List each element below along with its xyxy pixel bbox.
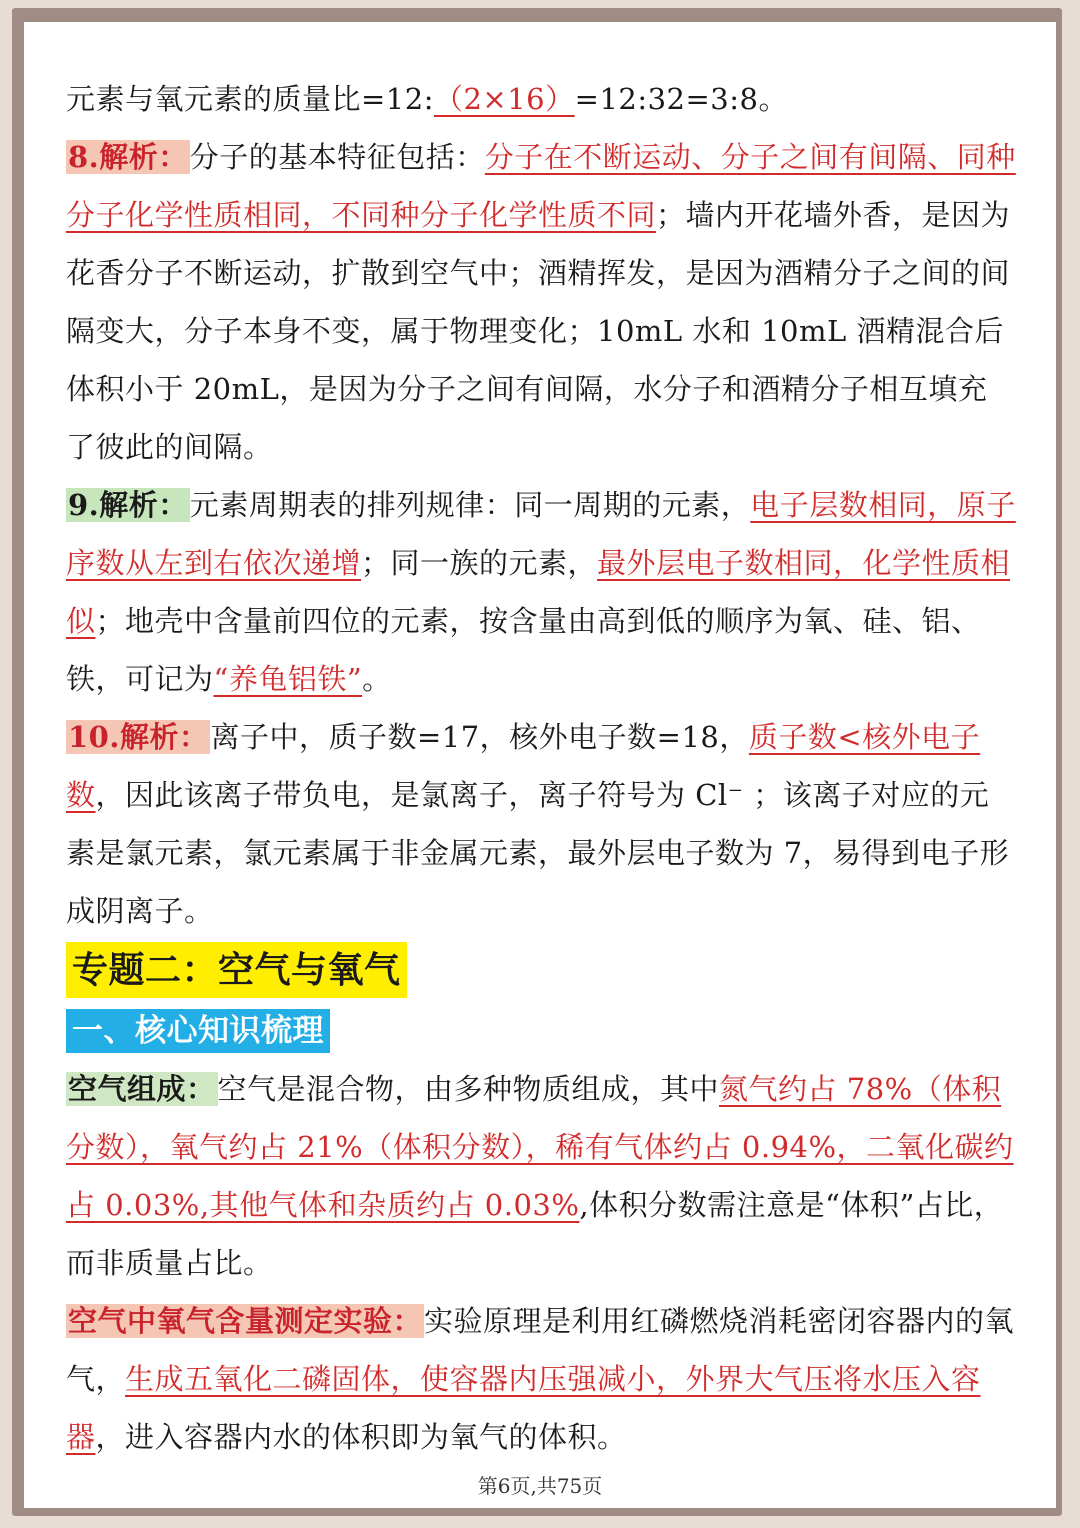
text: ,体积分数需注意是“体积”占比，而非质量占比。 — [66, 1188, 1004, 1280]
air-label: 空气组成： — [68, 1072, 216, 1106]
text: 。 — [362, 662, 392, 696]
text: 空气是混合物，由多种物质组成，其中 — [217, 1072, 720, 1106]
underlined-answer: 分子在不断运动、分子之间有间隔、同种分子化学性质相同，不同种分子化学性质不同 — [66, 140, 1016, 232]
q10-label: 10.解析： — [68, 720, 209, 754]
text: ；同一族的元素， — [361, 546, 598, 580]
text: ，因此该离子带负电，是氯离子，离子符号为 Cl⁻ ；该离子对应的元素是氯元素，氯元素属于非金属元素，最外层电子数为 7，易得到电子形成阴离子。 — [66, 778, 1010, 928]
paragraph-air-composition — [66, 1060, 1016, 1292]
text: ；墙内开花墙外香，是因为花香分子不断运动，扩散到空气中；酒精挥发，是因为酒精分子之间的间隔变大，分子本身不变，属于物理变化；10mL 水和 10mL 酒精混合后体积小于 20mL，是因为分子之间有间隔，水分子和酒精分子相互填充了彼此的间隔。 — [66, 198, 1011, 464]
page-number: 第6页,共75页 — [477, 1474, 603, 1498]
text: 分子的基本特征包括： — [189, 140, 485, 174]
underlined-answer: （2×16） — [433, 82, 575, 116]
underlined-answer: 生成五氧化二磷固体，使容器内压强减小，外界大气压将水压入容器 — [66, 1362, 981, 1454]
document-body — [66, 70, 1016, 1466]
paragraph-oxygen-experiment — [66, 1292, 1016, 1466]
oxygen-label: 空气中氧气含量测定实验： — [68, 1304, 423, 1338]
text: ；地壳中含量前四位的元素，按含量由高到低的顺序为氧、硅、铝、铁，可记为 — [66, 604, 981, 696]
underlined-answer: “养龟铝铁” — [213, 662, 363, 696]
paragraph-q9 — [66, 476, 1016, 708]
section-title: 一、核心知识梳理 — [66, 1009, 330, 1053]
paragraph-q10 — [66, 708, 1016, 940]
underlined-answer: 氮气约占 78%（体积分数），氧气约占 21%（体积分数），稀有气体约占 0.94%，二氧化碳约占 0.03%,其他气体和杂质约占 0.03% — [66, 1072, 1014, 1222]
text: =12:32=3:8。 — [574, 82, 788, 116]
topic-title: 专题二：空气与氧气 — [66, 942, 407, 998]
text: 离子中，质子数=17，核外电子数=18， — [210, 720, 749, 754]
text: ，进入容器内水的体积即为氧气的体积。 — [95, 1420, 627, 1454]
q9-label: 9.解析： — [68, 488, 188, 522]
underlined-answer: 质子数<核外电子数 — [66, 720, 981, 812]
text: 元素周期表的排列规律：同一周期的元素， — [189, 488, 751, 522]
paragraph-q8 — [66, 128, 1016, 476]
paragraph-mass-ratio — [66, 70, 1016, 128]
underlined-answer: 最外层电子数相同，化学性质相似 — [66, 546, 1011, 638]
underlined-answer: 电子层数相同，原子序数从左到右依次递增 — [66, 488, 1016, 580]
text: 实验原理是利用红磷燃烧消耗密闭容器内的氧气， — [66, 1304, 1015, 1396]
text: 元素与氧元素的质量比=12: — [66, 82, 434, 116]
q8-label: 8.解析： — [68, 140, 188, 174]
